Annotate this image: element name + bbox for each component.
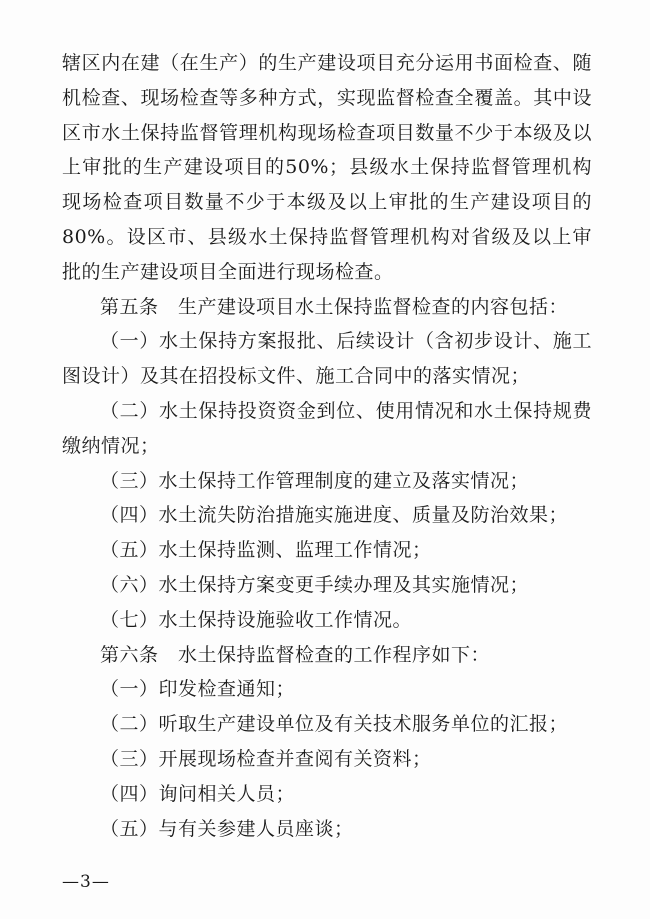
paragraph-continuation: 辖区内在建（在生产）的生产建设项目充分运用书面检查、随机检查、现场检查等多种方式，实现监督检查全覆盖。其中设区市水土保持监督管理机构现场检查项目数量不少于本级及以上审批的生产建设项目的50%；县级水土保持监督管理机构现场检查项目数量不少于本级及以上审批的生产建设项目的80%。设区市、县级水土保持监督管理机构对省级及以上审批的生产建设项目全面进行现场检查。: [62, 52, 592, 283]
article-5-item-1: （一）水土保持方案报批、后续设计（含初步设计、施工图设计）及其在招投标文件、施工合同中的落实情况；: [62, 330, 592, 388]
article-6-item-2: （二）听取生产建设单位及有关技术服务单位的汇报；: [100, 713, 569, 736]
article-6-item-1: （一）印发检查通知；: [100, 678, 296, 701]
document-body: [62, 46, 592, 846]
article-5-item-7: （七）水土保持设施验收工作情况。: [100, 608, 413, 631]
article-6-item-4: （四）询问相关人员；: [100, 782, 296, 805]
article-6-item-3: （三）开展现场检查并查阅有关资料；: [100, 747, 432, 770]
article-5-item-2: （二）水土保持投资资金到位、使用情况和水土保持规费缴纳情况；: [62, 399, 592, 457]
article-6-item-5: （五）与有关参建人员座谈；: [100, 817, 354, 840]
page-number: —3—: [62, 872, 110, 892]
article-5-item-6: （六）水土保持方案变更手续办理及其实施情况；: [100, 573, 530, 596]
article-5-heading: 第五条 生产建设项目水土保持监督检查的内容包括：: [100, 295, 569, 318]
article-5-item-3: （三）水土保持工作管理制度的建立及落实情况；: [100, 469, 530, 492]
article-5-item-5: （五）水土保持监测、监理工作情况；: [100, 539, 432, 562]
article-6-heading: 第六条 水土保持监督检查的工作程序如下：: [100, 643, 491, 666]
article-5-item-4: （四）水土流失防治措施实施进度、质量及防治效果；: [100, 504, 569, 527]
